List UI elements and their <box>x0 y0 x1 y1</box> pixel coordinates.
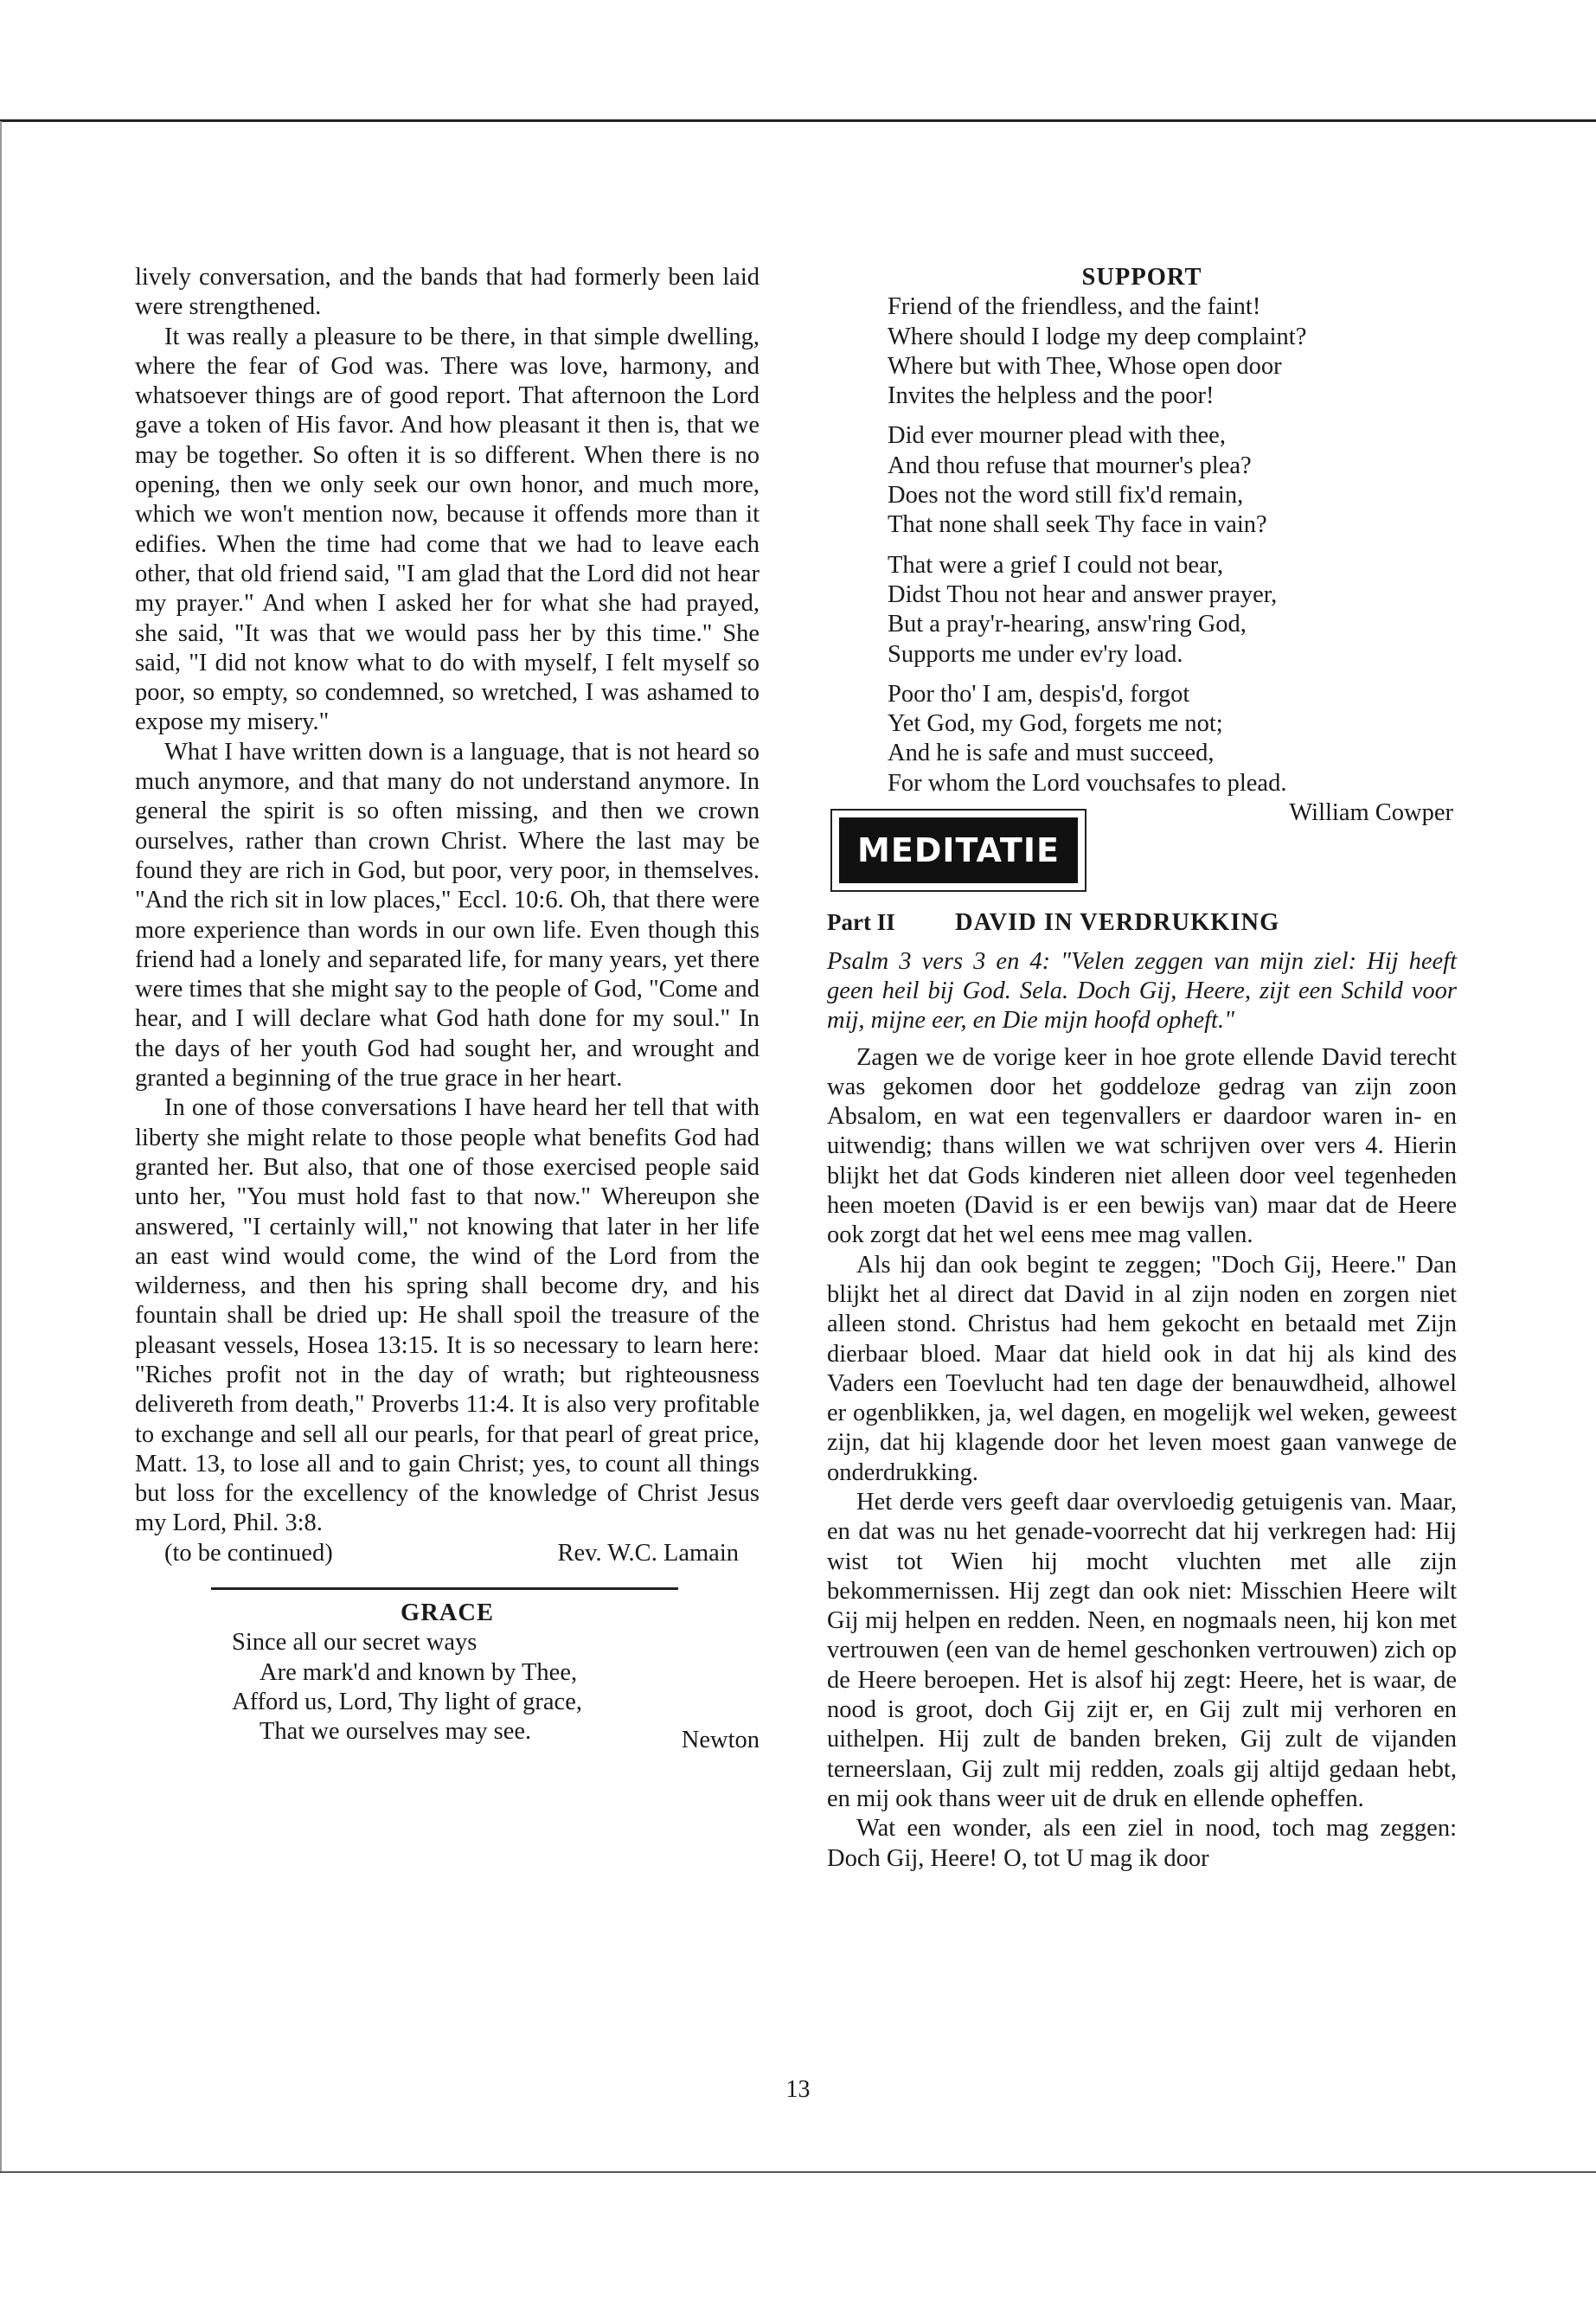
to-be-continued: (to be continued) <box>164 1539 333 1567</box>
support-title: SUPPORT <box>1081 264 1202 291</box>
poem-line: That none shall seek Thy face in vain? <box>888 511 1267 539</box>
poem-line: Supports me under ev'ry load. <box>888 640 1183 668</box>
poem-line: That we ourselves may see. <box>260 1718 532 1746</box>
meditation-paragraph: Het derde vers geeft daar overvloedig getuigenis van. Maar, en dat was nu het genade-voorrecht dat hij verkregen had: Hij wist tot Wien hij mocht vluchten met alle zijn bekommernissen. Hij zegt dan ook niet: Misschien Heere wilt Gij mij helpen en redden. Neen, en nogmaals neen, hij kon met vertrouwen (een van de hemel geschonken vertrouwen) zich op de Heere beroepen. Het is alsof hij zegt: Heere, het is waar, de nood is groot, doch Gij zijt er, en Gij zult mij verhoren en uithelpen. Hij zult de banden breken, Gij zult de vijanden terneerslaan, Gij zult mij redden, zoals gij altijd gedaan hebt, en mij ook thans weer uit de druk en ellende opheffen. <box>827 1488 1457 1812</box>
page-edge <box>0 121 2 2173</box>
poem-line: But a pray'r-hearing, answ'ring God, <box>888 611 1247 638</box>
article-paragraph: lively conversation, and the bands that had formerly been laid were strengthened. <box>135 264 760 321</box>
left-column <box>135 263 760 1754</box>
poem-stanza <box>888 292 1457 411</box>
poem-last-line <box>232 1717 760 1754</box>
poem-stanza <box>888 680 1457 798</box>
poem-line: Are mark'd and known by Thee, <box>260 1658 578 1686</box>
poem-line: And he is safe and must succeed, <box>888 740 1215 767</box>
part-title: DAVID IN VERDRUKKING <box>955 909 1280 937</box>
poem-line: Friend of the friendless, and the faint! <box>888 293 1261 321</box>
article-paragraph: It was really a pleasure to be there, in that simple dwelling, where the fear of God was. There was love, harmony, and whatsoever things are of good report. That afternoon the Lord gave a token of His favor. And how pleasant it then is, that we may be together. So often it is so different. When there is no opening, then we only seek our own honor, and much more, which we won't mention now, because it offends more than it edifies. When the time had come that we had to leave each other, that old friend said, "I am glad that the Lord did not hear my prayer." And when I asked her for what she had prayed, she said, "It was that we would pass her by this time." She said, "I did not know what to do with myself, I felt myself so poor, so empty, so condemned, so wretched, I was ashamed to expose my misery." <box>135 323 760 736</box>
meditation-paragraph: Zagen we de vorige keer in hoe grote ellende David terecht was gekomen door het goddeloze gedrag van zijn zoon Absalom, en wat een tegenvallers er daardoor waren in- en uitwendig; thans willen we wat schrijven over vers 4. Hierin blijkt het dat Gods kinderen niet alleen door veel tegenheden heen moeten (David is er een bewijs van) maar dat de Heere ook zorgt dat het wel eens mee mag vallen. <box>827 1043 1457 1249</box>
poem-line: Where should I lodge my deep complaint? <box>888 323 1307 350</box>
poem-line: Afford us, Lord, Thy light of grace, <box>232 1688 582 1715</box>
poem-line: Where but with Thee, Whose open door <box>888 352 1282 380</box>
part-label: Part II <box>827 909 895 936</box>
support-poem <box>827 292 1457 798</box>
poem-line: For whom the Lord vouchsafes to plead. <box>888 769 1287 797</box>
bottom-rule <box>0 2171 1596 2173</box>
poem-line: Yet God, my God, forgets me not; <box>888 710 1223 738</box>
poem-line: That were a grief I could not bear, <box>888 551 1224 579</box>
meditatie-banner-label: MEDITATIE <box>839 817 1078 883</box>
poem-stanza <box>888 551 1457 670</box>
meditation-paragraph: Als hij dan ook begint te zeggen; "Doch Gij, Heere." Dan blijkt het al direct dat David in al zijn noden en zorgen niet alleen stond. Christus had hem gekocht en betaald met Zijn dierbaar bloed. Maar dat hield ook in dat hij als kind des Vaders een Toevlucht had ten dage der benauwdheid, alhowel er ogenblikken, ja, wel dagen, en mogelijk wel weken, geweest zijn, dat hij klagende door het leven moest gaan vanwege de onderdrukking. <box>827 1251 1457 1486</box>
section-divider <box>211 1587 678 1590</box>
poem-line: Poor tho' I am, despis'd, forgot <box>888 680 1190 708</box>
meditatie-banner <box>830 809 1086 892</box>
top-rule <box>0 119 1596 122</box>
article-paragraph: In one of those conversations I have heard her tell that with liberty she might relate to those people what benefits God had granted her. But also, that one of those exercised people said unto her, "You must hold fast to that now." Whereupon she answered, "I certainly will," not knowing that later in her life an east wind would come, the wind of the Lord from the wilderness, and then his spring shall become dry, and his fountain shall be dried up: He shall spoil the treasure of the pleasant vessels, Hosea 13:15. It is so necessary to learn here: "Riches profit not in the day of wrath; but righteousness delivereth from death," Proverbs 11:4. It is also very profitable to exchange and sell all our pearls, for that pearl of great price, Matt. 13, to lose all and to gain Christ; yes, to count all things but loss for the excellency of the knowledge of Christ Jesus my Lord, Phil. 3:8. <box>135 1094 760 1537</box>
poem-line: Invites the helpless and the poor! <box>888 382 1215 410</box>
poem-line: Does not the word still fix'd remain, <box>888 482 1244 510</box>
meditation-paragraph: Wat een wonder, als een ziel in nood, toch mag zeggen: Doch Gij, Heere! O, tot U mag ik door <box>827 1815 1457 1872</box>
scripture-quote: Psalm 3 vers 3 en 4: "Velen zeggen van mijn ziel: Hij heeft geen heil bij God. Sela. Doch Gij, Heere, zijt een Schild voor mij, mijne eer, en Die mijn hoofd opheft." <box>827 947 1457 1035</box>
support-author: William Cowper <box>1289 799 1453 827</box>
poem-stanza <box>888 421 1457 540</box>
grace-title: GRACE <box>401 1599 494 1627</box>
right-column <box>827 263 1457 1874</box>
part-heading <box>827 907 1457 938</box>
page-number: 13 <box>785 2076 811 2103</box>
grace-poem <box>135 1628 760 1754</box>
article-author: Rev. W.C. Lamain <box>557 1539 739 1567</box>
article-paragraph: What I have written down is a language, that is not heard so much anymore, and that many do not understand anymore. In general the spirit is so often missing, and then we crown ourselves, rather than crown Christ. Where the last may be found they are rich in God, but poor, very poor, in themselves. "And the rich sit in low places," Eccl. 10:6. Oh, that there were more experience than words in our own life. Even though this friend had a lonely and separated life, for many years, yet there were times that she might say to the people of God, "Come and hear, and I will declare what God hath done for my soul." In the days of her youth God had sought her, and wrought and granted a beginning of the true grace in her heart. <box>135 738 760 1093</box>
grace-author: Newton <box>681 1727 760 1754</box>
poem-line: Didst Thou not hear and answer prayer, <box>888 580 1278 608</box>
poem-line: And thou refuse that mourner's plea? <box>888 452 1252 479</box>
article-signoff <box>135 1539 760 1568</box>
poem-line: Did ever mourner plead with thee, <box>888 422 1226 450</box>
poem-line: Since all our secret ways <box>232 1629 478 1657</box>
